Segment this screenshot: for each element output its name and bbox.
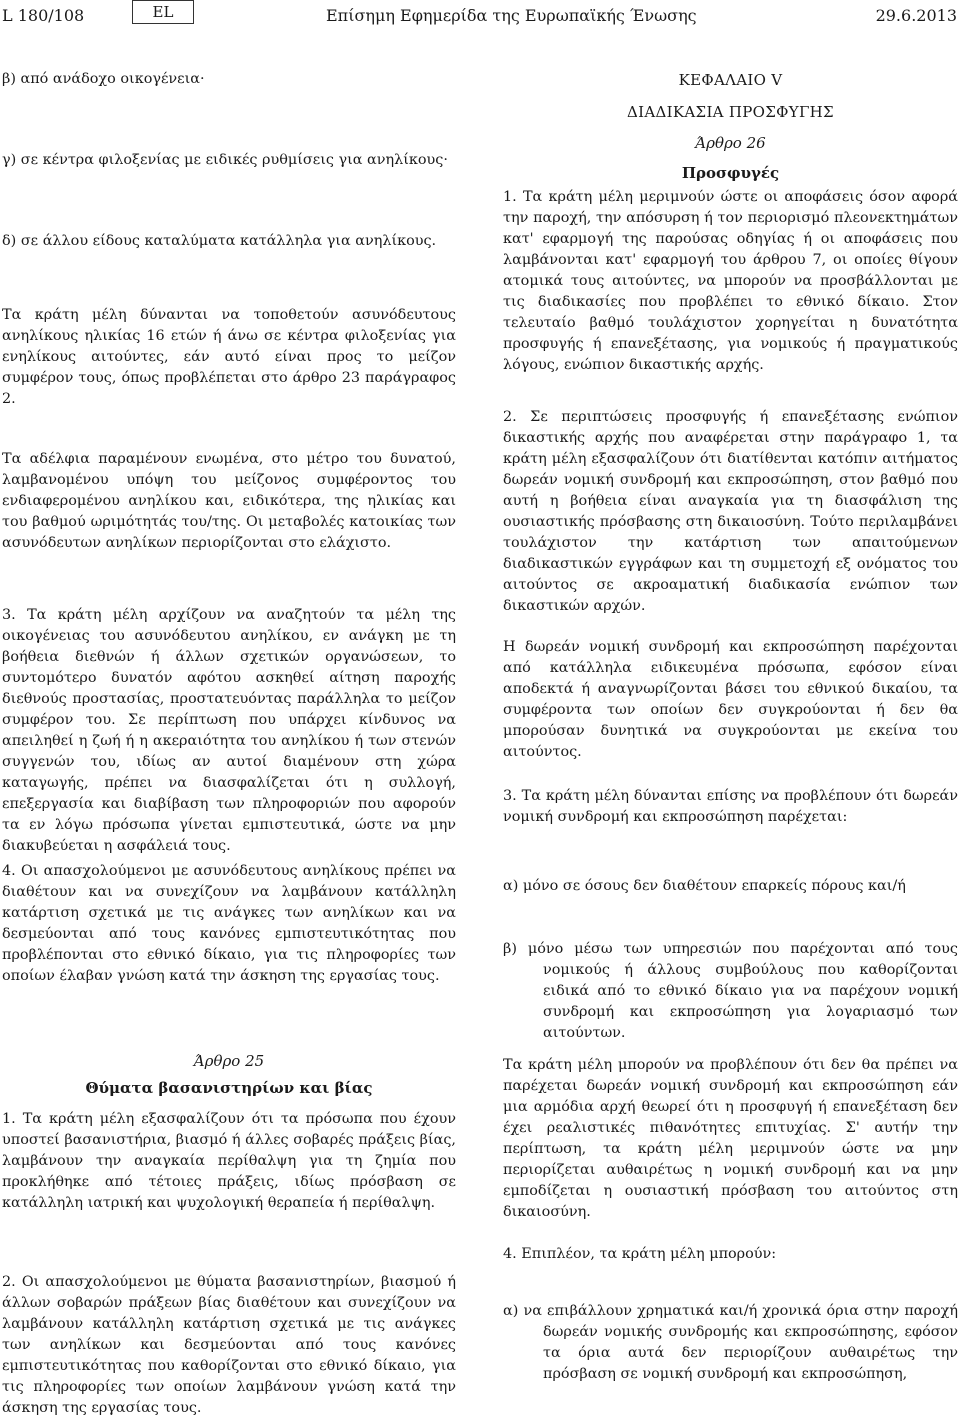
article-26-paragraph-4: 4. Επιπλέον, τα κράτη μέλη μπορούν: <box>503 1246 777 1262</box>
paragraph-siblings: Τα αδέλφια παραμένουν ενωμένα, στο μέτρο του δυνατού, λαμβανομένου υπόψη του μείζονος συμφέροντος του ενδιαφερομένου ανηλίκου και, ειδικότερα, της ηλικίας και του βαθμού ωριμότητάς του/της. Οι μεταβολές κατοικίας των ασυνόδευτων ανηλίκων περιορίζονται στο ελάχιστο. <box>2 451 456 551</box>
no-prospect-paragraph: Τα κράτη μέλη μπορούν να προβλέπουν ότι δεν θα πρέπει να παρέχεται δωρεάν νομική συνδρομή και εκπροσώπηση εάν μια αρμόδια αρχή θεωρεί ότι η προσφυγή ή επανεξέταση δεν έχει ρεαλιστικές πιθανότητες επιτυχίας. Σ' αυτήν την περίπτωση, τα κράτη μέλη μεριμνούν ώστε να μην περιορίζεται αυθαιρέτως η νομική συνδρομή και να μην εμποδίζεται η ουσιαστική πρόσβαση του αιτούντος στη δικαιοσύνη. <box>503 1057 958 1220</box>
article-26-title: Προσφυγές <box>681 164 780 182</box>
list-item-c: γ) σε κέντρα φιλοξενίας με ειδικές ρυθμίσεις για ανηλίκους· <box>2 152 448 168</box>
chapter-number: ΚΕΦΑΛΑΙΟ V <box>678 71 783 89</box>
article-25-title: Θύματα βασανιστηρίων και βίας <box>85 1079 373 1097</box>
publication-date: 29.6.2013 <box>875 6 957 25</box>
chapter-title: ΔΙΑΔΙΚΑΣΙΑ ΠΡΟΣΦΥΓΗΣ <box>627 103 834 121</box>
list-item-a-limits: α) να επιβάλλουν χρηματικά και/ή χρονικά όρια στην παροχή δωρεάν νομικής συνδρομής και εκπροσώπησης, εφόσον τα όρια αυτά δεν περιορίζουν αυθαιρέτως την πρόσβαση σε νομική συνδρομή και εκπροσώπηση, <box>503 1303 958 1382</box>
page-header <box>0 0 960 30</box>
article-26-paragraph-3: 3. Τα κράτη μέλη δύνανται επίσης να προβλέπουν ότι δωρεάν νομική συνδρομή και εκπροσώπηση παρέχεται: <box>503 788 958 825</box>
page-reference: L 180/108 <box>2 6 85 25</box>
list-item-a-resources: α) μόνο σε όσους δεν διαθέτουν επαρκείς πόρους και/ή <box>503 878 906 894</box>
list-item-b-advisers: β) μόνο μέσω των υπηρεσιών που παρέχονται από τους νομικούς ή άλλους συμβούλους που καθορίζονται ειδικά από το εθνικό δίκαιο για να παρέχουν νομική συνδρομή και εκπροσώπηση για λογαριασμό των αιτούντων. <box>503 941 958 1041</box>
article-25-paragraph-1: 1. Τα κράτη μέλη εξασφαλίζουν ότι τα πρόσωπα που έχουν υποστεί βασανιστήρια, βιασμό ή άλλες σοβαρές πράξεις βίας, λαμβάνουν την αναγκαία περίθαλψη για τη ζημία που προκλήθηκε από τέτοιες πράξεις, ιδίως πρόσβαση σε κατάλληλη ιατρική και ψυχολογική θεραπεία ή περίθαλψη. <box>2 1111 456 1211</box>
paragraph-4-staff-training: 4. Οι απασχολούμενοι με ασυνόδευτους ανηλίκους πρέπει να διαθέτουν και να συνεχίζουν να λαμβάνουν κατάλληλη κατάρτιση σχετικά με τις ανάγκες των ανηλίκων και να δεσμεύονται από τους κανόνες εμπιστευτικότητας που προβλέπονται στο εθνικό δίκαιο, για τις πληροφορίες των οποίων έλαβαν γνώση κατά την άσκηση της εργασίας τους. <box>2 863 456 984</box>
paragraph-age-16: Τα κράτη μέλη δύνανται να τοποθετούν ασυνόδευτους ανηλίκους ηλικίας 16 ετών ή άνω σε κέντρα φιλοξενίας για ενηλίκους αιτούντες, εάν αυτό είναι προς το μείζον συμφέρον τους, όπως προβλέπεται στο άρθρο 23 παράγραφος 2. <box>2 307 456 407</box>
article-26-paragraph-2: 2. Σε περιπτώσεις προσφυγής ή επανεξέτασης ενώπιον δικαστικής αρχής που αναφέρεται στην παράγραφο 1, τα κράτη μέλη εξασφαλίζουν ότι διατίθενται κατόπιν αιτήματος δωρεάν νομική συνδρομή και εκπροσώπηση, στον βαθμό που αυτή η βοήθεια είναι αναγκαία για τη διασφάλιση της ουσιαστικής πρόσβασης στη δικαιοσύνη. Τούτο περιλαμβάνει τουλάχιστον την κατάρτιση των απαιτούμενων διαδικαστικών εγγράφων και τη συμμετοχή εξ ονόματος του αιτούντος σε ακροαματική διαδικασία ενώπιον των δικαστικών αρχών. <box>503 409 958 614</box>
article-26-paragraph-1: 1. Τα κράτη μέλη μεριμνούν ώστε οι αποφάσεις όσον αφορά την παροχή, την απόσυρση ή τον περιορισμό πλεονεκτημάτων κατ' εφαρμογή της παρούσας οδηγίας ή οι αποφάσεις που λαμβάνονται κατ' εφαρμογή του άρθρου 7, οι οποίες θίγουν ατομικά τους αιτούντες, να μπορούν να προσβάλλονται με τις διαδικασίες που προβλέπει το εθνικό δίκαιο. Στον τελευταίο βαθμό τουλάχιστον χορηγείται η δυνατότητα προσφυγής ή επανεξέτασης, για νομικούς ή πραγματικούς λόγους, ενώπιον δικαστικής αρχής. <box>503 189 958 373</box>
paragraph-3-family-tracing: 3. Τα κράτη μέλη αρχίζουν να αναζητούν τα μέλη της οικογένειας του ασυνόδευτου ανηλίκου, εν ανάγκη με τη βοήθεια διεθνών ή άλλων σχετικών οργανώσεων, το συντομότερο δυνατόν αφότου ασκηθεί αίτηση παροχής διεθνούς προστασίας, προστατευόντας παράλληλα το μείζον συμφέρον του. Σε περίπτωση που υπάρχει κίνδυνος να απειληθεί η ζωή ή η ακεραιότητα του ανηλίκου ή των στενών συγγενών του, ιδίως αν αυτοί διαμένουν στη χώρα καταγωγής, πρέπει να διασφαλίζεται ότι η συλλογή, επεξεργασία και διαβίβαση των πληροφοριών που αφορούν τα εν λόγω πρόσωπα γίνεται εμπιστευτικά, ώστε να μην διακυβεύεται η ασφάλειά τους. <box>2 607 456 854</box>
article-26-label: Άρθρο 26 <box>695 134 766 152</box>
list-item-b: β) από ανάδοχο οικογένεια· <box>2 71 205 87</box>
article-25-paragraph-2: 2. Οι απασχολούμενοι με θύματα βασανιστηρίων, βιασμού ή άλλων σοβαρών πράξεων βίας διαθέτουν και συνεχίζουν να λαμβάνουν κατάλληλη κατάρτιση σχετικά με τις ανάγκες των ανηλίκων και δεσμεύονται από τους κανόνες εμπιστευτικότητας που καθορίζονται στο εθνικό δίκαιο, για τις πληροφορίες των οποίων λαμβάνουν γνώση κατά την άσκηση της εργασίας τους. <box>2 1274 456 1416</box>
language-badge: EL <box>132 0 194 24</box>
list-item-d: δ) σε άλλου είδους καταλύματα κατάλληλα για ανηλίκους. <box>2 233 437 249</box>
legal-aid-providers-paragraph: Η δωρεάν νομική συνδρομή και εκπροσώπηση παρέχονται από κατάλληλα ειδικευμένα πρόσωπα, εφόσον είναι αποδεκτά ή αναγνωρίζονται βάσει του εθνικού δικαίου, τα συμφέροντα των οποίων δεν συγκρούονται ή δεν θα μπορούσαν δυνητικά να συγκρούονται με εκείνα του αιτούντος. <box>503 639 958 760</box>
article-25-label: Άρθρο 25 <box>193 1052 265 1070</box>
journal-title: Επίσημη Εφημερίδα της Ευρωπαϊκής Ένωσης <box>326 6 697 25</box>
